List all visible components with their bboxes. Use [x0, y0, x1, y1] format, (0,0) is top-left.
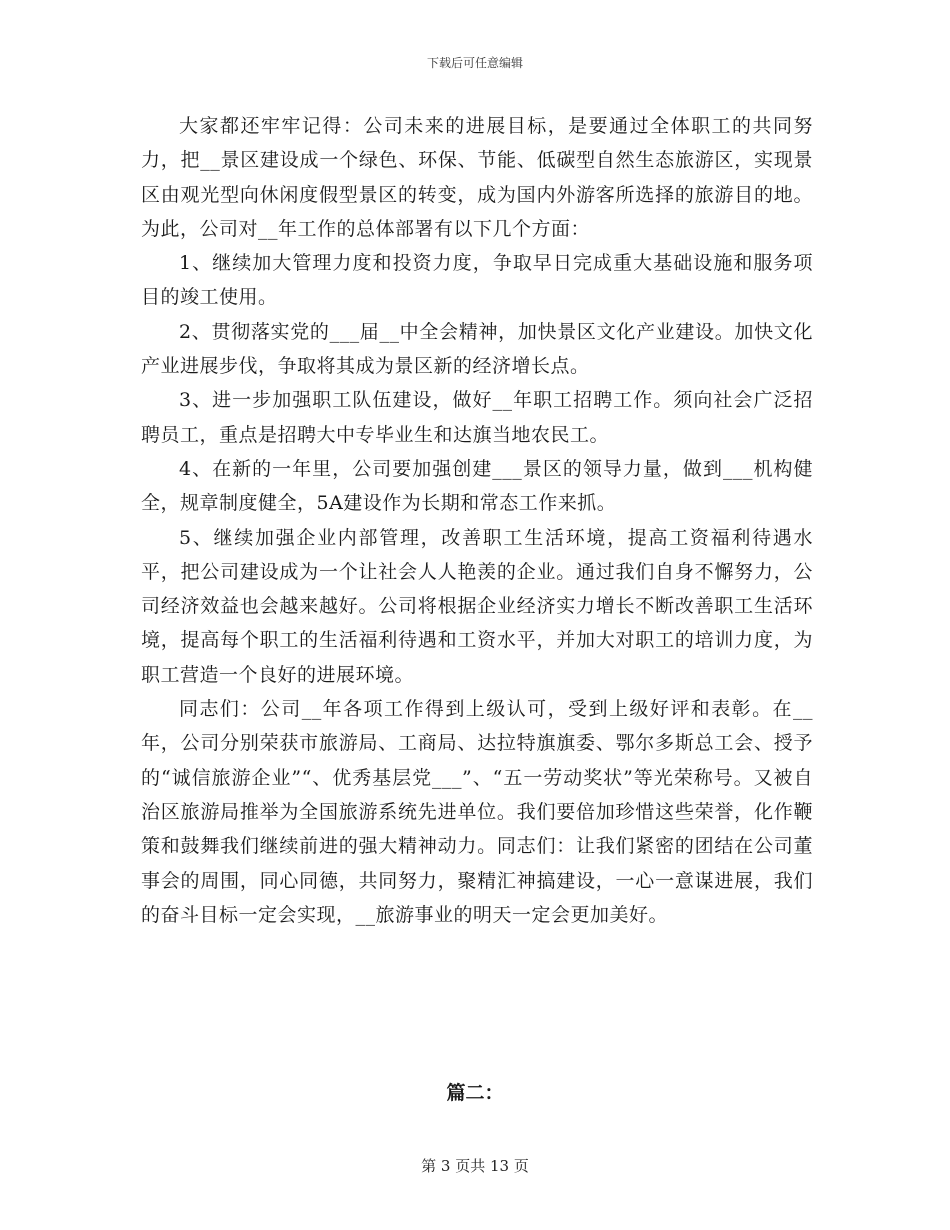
- section-title: 篇二：: [446, 1082, 504, 1104]
- paragraph-item-4: 4、在新的一年里，公司要加强创建___景区的领导力量，做到___机构健全，规章制度健全，5A建设作为长期和常态工作来抓。: [141, 457, 813, 515]
- paragraph-item-2: 2、贯彻落实党的___届__中全会精神，加快景区文化产业建设。加快文化产业进展步伐，争取将其成为景区新的经济增长点。: [141, 320, 813, 378]
- paragraph-item-1: 1、继续加大管理力度和投资力度，争取早日完成重大基础设施和服务项目的竣工使用。: [141, 252, 813, 309]
- page-header-note: 下载后可任意编辑: [426, 56, 523, 70]
- document-body: [141, 109, 813, 932]
- paragraph-item-5: 5、继续加强企业内部管理，改善职工生活环境，提高工资福利待遇水平，把公司建设成为一个让社会人人艳羡的企业。通过我们自身不懈努力，公司经济效益也会越来越好。公司将根据企业经济实力增长不断改善职工生活环境，提高每个职工的生活福利待遇和工资水平，并加大对职工的培训力度，为职工营造一个良好的进展环境。: [141, 526, 813, 686]
- paragraph-intro: 大家都还牢牢记得：公司未来的进展目标，是要通过全体职工的共同努力，把__景区建设成一个绿色、环保、节能、低碳型自然生态旅游区，实现景区由观光型向休闲度假型景区的转变，成为国内外游客所选择的旅游目的地。为此，公司对__年工作的总体部署有以下几个方面：: [141, 115, 813, 240]
- paragraph-closing: 同志们：公司__年各项工作得到上级认可，受到上级好评和表彰。在__年，公司分别荣获市旅游局、工商局、达拉特旗旗委、鄂尔多斯总工会、授予的“诚信旅游企业”“、优秀基层党___”、“五一劳动奖状”等光荣称号。又被自治区旅游局推举为全国旅游系统先进单位。我们要倍加珍惜这些荣誉，化作鞭策和鼓舞我们继续前进的强大精神动力。同志们：让我们紧密的团结在公司董事会的周围，同心同德，共同努力，聚精汇神搞建设，一心一意谋进展，我们的奋斗目标一定会实现，__旅游事业的明天一定会更加美好。: [141, 698, 813, 926]
- paragraph-item-3: 3、进一步加强职工队伍建设，做好__年职工招聘工作。须向社会广泛招聘员工，重点是招聘大中专毕业生和达旗当地农民工。: [141, 389, 813, 446]
- page-number: 第 3 页共 13 页: [421, 1157, 529, 1175]
